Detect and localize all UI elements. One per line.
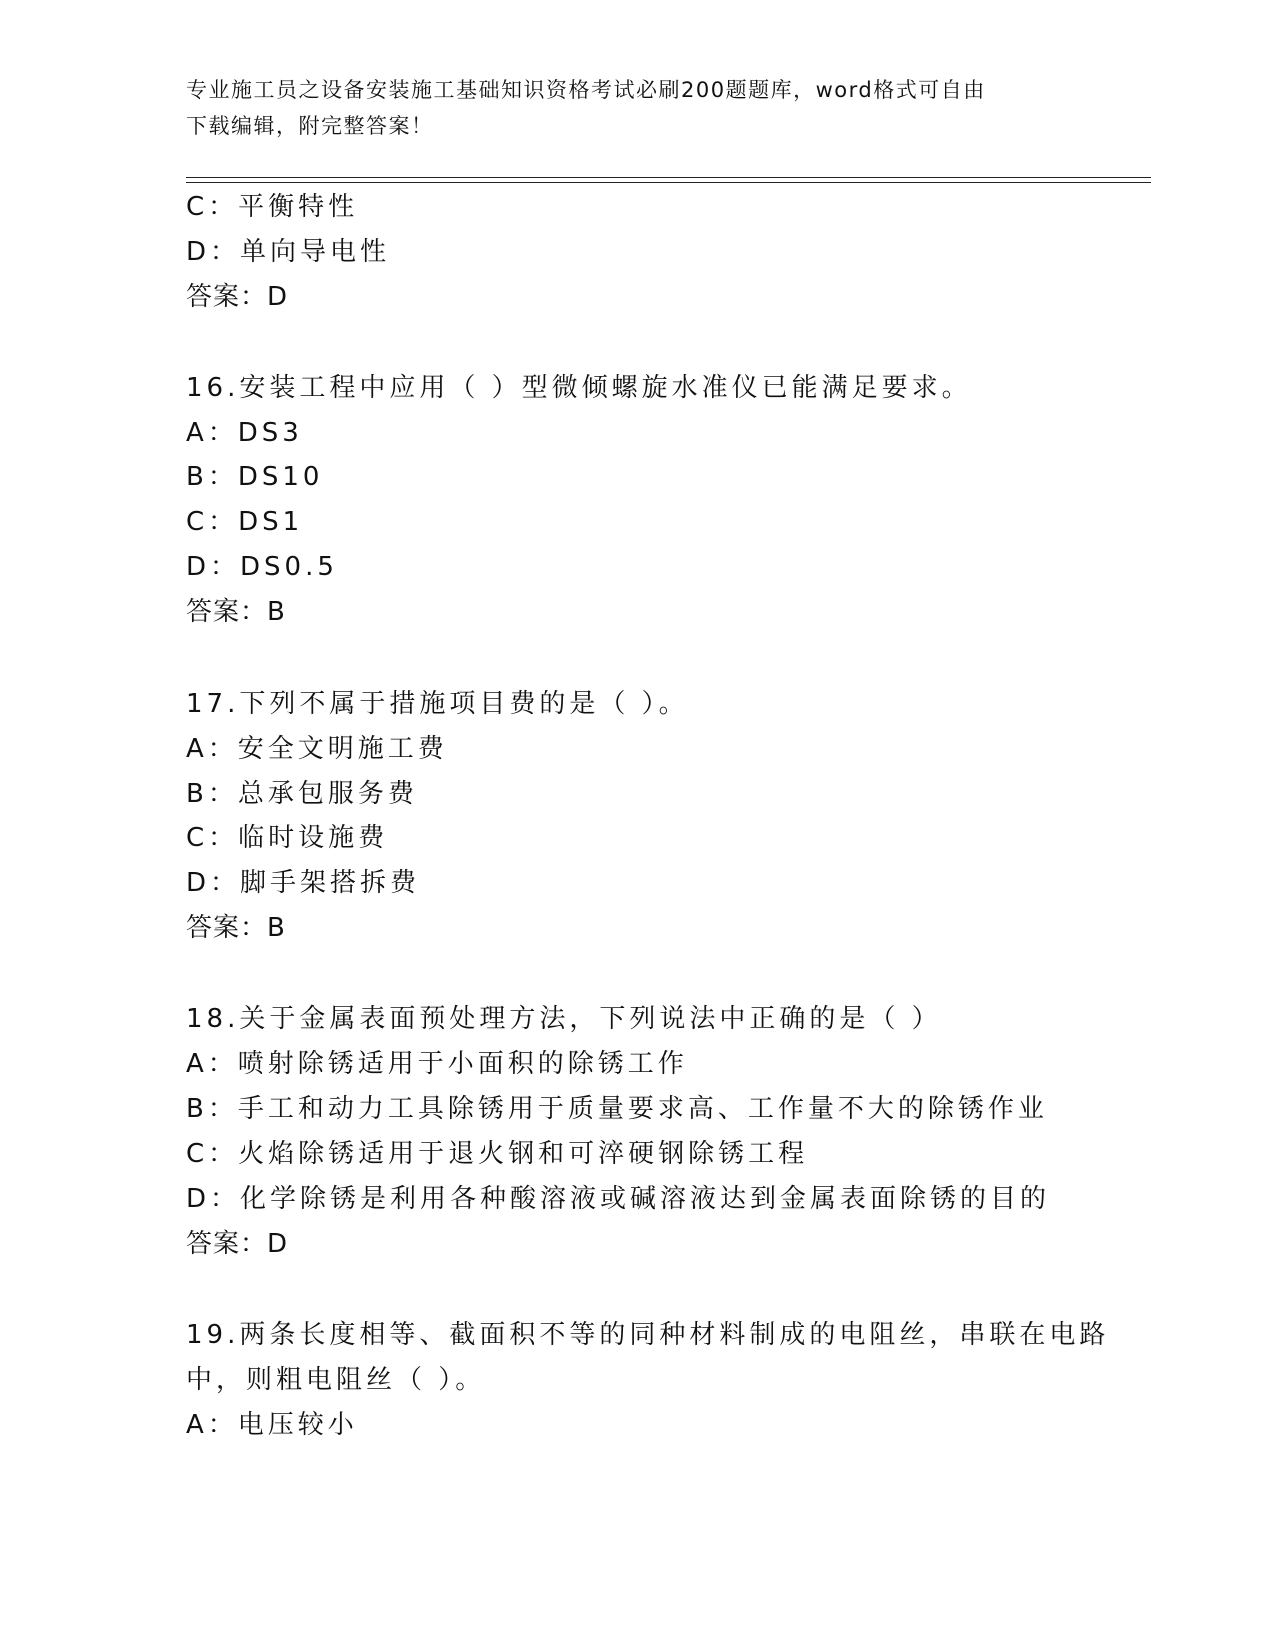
q16-option-c: C：DS1	[186, 507, 304, 537]
q19-stem-line-1: 19.两条长度相等、截面积不等的同种材料制成的电阻丝，串联在电路	[186, 1320, 1110, 1350]
q17-stem: 17.下列不属于措施项目费的是（ ）。	[186, 689, 689, 719]
document-header	[186, 72, 1086, 144]
q18-option-d: D：化学除锈是利用各种酸溶液或碱溶液达到金属表面除锈的目的	[186, 1184, 1051, 1214]
q16-option-b: B：DS10	[186, 462, 324, 492]
q15-option-d: D：单向导电性	[186, 237, 391, 267]
q18-answer: 答案：D	[186, 1229, 289, 1259]
q18-option-b: B：手工和动力工具除锈用于质量要求高、工作量不大的除锈作业	[186, 1094, 1048, 1124]
q16-stem: 16.安装工程中应用（ ）型微倾螺旋水准仪已能满足要求。	[186, 373, 972, 403]
q17-option-c: C：临时设施费	[186, 823, 389, 853]
q16-option-a: A：DS3	[186, 418, 303, 448]
q15-answer: 答案：D	[186, 282, 289, 312]
q17-option-b: B：总承包服务费	[186, 779, 418, 809]
q17-option-d: D：脚手架搭拆费	[186, 868, 421, 898]
q17-answer: 答案：B	[186, 913, 286, 943]
q17-option-a: A：安全文明施工费	[186, 734, 448, 764]
q16-option-d: D：DS0.5	[186, 552, 338, 582]
header-divider-bottom	[186, 182, 1151, 183]
q18-stem: 18.关于金属表面预处理方法，下列说法中正确的是（ ）	[186, 1004, 942, 1034]
q15-option-c: C：平衡特性	[186, 192, 359, 222]
header-line-1: 专业施工员之设备安装施工基础知识资格考试必刷200题题库，word格式可自由	[186, 78, 986, 102]
q19-stem-line-2: 中，则粗电阻丝（ ）。	[186, 1365, 486, 1395]
q18-option-a: A：喷射除锈适用于小面积的除锈工作	[186, 1049, 688, 1079]
q16-answer: 答案：B	[186, 597, 286, 627]
q19-option-a: A：电压较小	[186, 1410, 358, 1440]
header-divider-top	[186, 177, 1151, 178]
header-line-2: 下载编辑，附完整答案！	[186, 114, 434, 138]
q18-option-c: C：火焰除锈适用于退火钢和可淬硬钢除锈工程	[186, 1139, 809, 1169]
